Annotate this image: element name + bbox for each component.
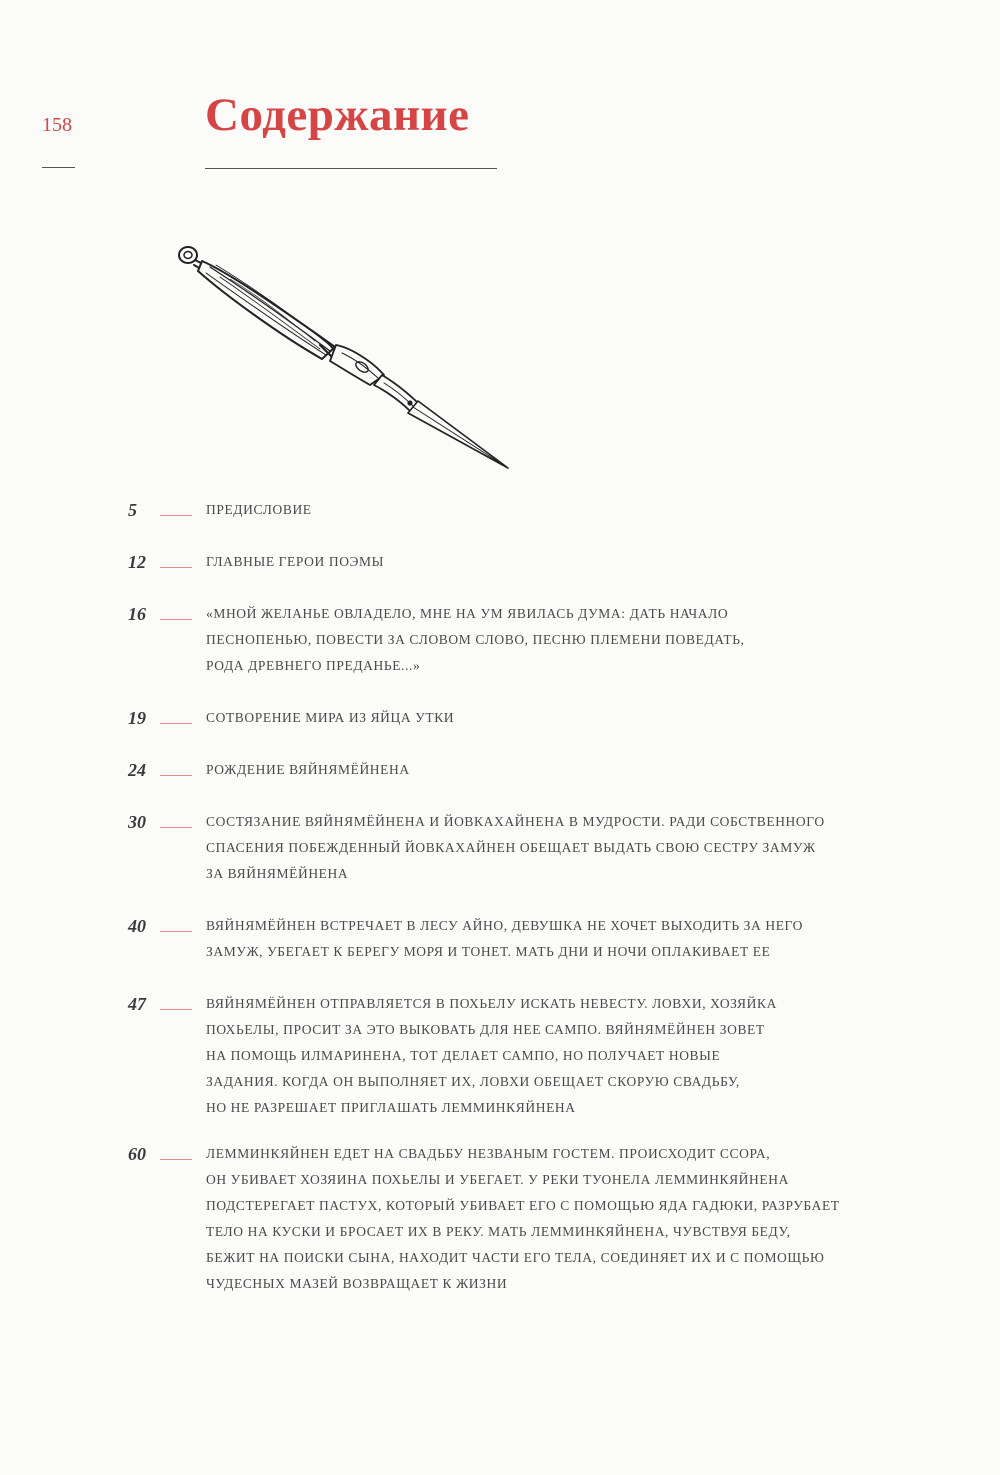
toc-line: ЗАДАНИЯ. КОГДА ОН ВЫПОЛНЯЕТ ИХ, ЛОВХИ ОБЕЩАЕТ СКОРУЮ СВАДЬБУ,	[206, 1074, 740, 1089]
toc-line: БЕЖИТ НА ПОИСКИ СЫНА, НАХОДИТ ЧАСТИ ЕГО ТЕЛА, СОЕДИНЯЕТ ИХ И С ПОМОЩЬЮ	[206, 1250, 825, 1265]
toc-page-number: 30	[128, 812, 146, 832]
toc-title	[206, 705, 846, 731]
toc-line: ВЯЙНЯМЁЙНЕН ОТПРАВЛЯЕТСЯ В ПОХЬЕЛУ ИСКАТЬ НЕВЕСТУ. ЛОВХИ, ХОЗЯЙКА	[206, 996, 777, 1011]
dip-pen-icon	[170, 235, 520, 475]
toc-page-number: 47	[128, 994, 146, 1014]
page-number-rule	[42, 167, 75, 168]
toc-line: НО НЕ РАЗРЕШАЕТ ПРИГЛАШАТЬ ЛЕММИНКЯЙНЕНА	[206, 1100, 576, 1115]
toc-page-number: 60	[128, 1144, 146, 1164]
toc-title	[206, 809, 846, 887]
toc-title	[206, 549, 846, 575]
toc-line: СПАСЕНИЯ ПОБЕЖДЕННЫЙ ЙОВКАХАЙНЕН ОБЕЩАЕТ ВЫДАТЬ СВОЮ СЕСТРУ ЗАМУЖ	[206, 840, 816, 855]
toc-line: ГЛАВНЫЕ ГЕРОИ ПОЭМЫ	[206, 554, 385, 569]
toc-line: ВЯЙНЯМЁЙНЕН ВСТРЕЧАЕТ В ЛЕСУ АЙНО, ДЕВУШКА НЕ ХОЧЕТ ВЫХОДИТЬ ЗА НЕГО	[206, 918, 803, 933]
toc-dash	[160, 619, 192, 620]
toc-line: ЗА ВЯЙНЯМЁЙНЕНА	[206, 866, 349, 881]
toc-line: ТЕЛО НА КУСКИ И БРОСАЕТ ИХ В РЕКУ. МАТЬ ЛЕММИНКЯЙНЕНА, ЧУВСТВУЯ БЕДУ,	[206, 1224, 791, 1239]
toc-title	[206, 757, 846, 783]
toc-dash	[160, 723, 192, 724]
toc-line: СОТВОРЕНИЕ МИРА ИЗ ЯЙЦА УТКИ	[206, 710, 455, 725]
toc-line: ПРЕДИСЛОВИЕ	[206, 502, 312, 517]
toc-line: ПОХЬЕЛЫ, ПРОСИТ ЗА ЭТО ВЫКОВАТЬ ДЛЯ НЕЕ САМПО. ВЯЙНЯМЁЙНЕН ЗОВЕТ	[206, 1022, 765, 1037]
title-rule	[205, 168, 497, 169]
toc-line: ПОДСТЕРЕГАЕТ ПАСТУХ, КОТОРЫЙ УБИВАЕТ ЕГО С ПОМОЩЬЮ ЯДА ГАДЮКИ, РАЗРУБАЕТ	[206, 1198, 840, 1213]
toc-dash	[160, 567, 192, 568]
toc-line: ОН УБИВАЕТ ХОЗЯИНА ПОХЬЕЛЫ И УБЕГАЕТ. У РЕКИ ТУОНЕЛА ЛЕММИНКЯЙНЕНА	[206, 1172, 789, 1187]
toc-line: ПЕСНОПЕНЬЮ, ПОВЕСТИ ЗА СЛОВОМ СЛОВО, ПЕСНЮ ПЛЕМЕНИ ПОВЕДАТЬ,	[206, 632, 745, 647]
toc-dash	[160, 931, 192, 932]
page-number: 158	[42, 114, 72, 136]
toc-title	[206, 991, 846, 1121]
toc-page-number: 5	[128, 500, 137, 520]
toc-page-number: 19	[128, 708, 146, 728]
toc-page-number: 24	[128, 760, 146, 780]
toc-title	[206, 1141, 846, 1297]
toc-dash	[160, 1159, 192, 1160]
toc-title	[206, 913, 846, 965]
toc-line: ЧУДЕСНЫХ МАЗЕЙ ВОЗВРАЩАЕТ К ЖИЗНИ	[206, 1276, 508, 1291]
toc-line: РОДА ДРЕВНЕГО ПРЕДАНЬЕ...»	[206, 658, 421, 673]
toc-line: ЗАМУЖ, УБЕГАЕТ К БЕРЕГУ МОРЯ И ТОНЕТ. МАТЬ ДНИ И НОЧИ ОПЛАКИВАЕТ ЕЕ	[206, 944, 771, 959]
toc-dash	[160, 1009, 192, 1010]
toc-dash	[160, 827, 192, 828]
toc-line: НА ПОМОЩЬ ИЛМАРИНЕНА, ТОТ ДЕЛАЕТ САМПО, НО ПОЛУЧАЕТ НОВЫЕ	[206, 1048, 721, 1063]
toc-line: РОЖДЕНИЕ ВЯЙНЯМЁЙНЕНА	[206, 762, 410, 777]
toc-title	[206, 601, 846, 679]
toc-line: «МНОЙ ЖЕЛАНЬЕ ОВЛАДЕЛО, МНЕ НА УМ ЯВИЛАСЬ ДУМА: ДАТЬ НАЧАЛО	[206, 606, 729, 621]
toc-line: СОСТЯЗАНИЕ ВЯЙНЯМЁЙНЕНА И ЙОВКАХАЙНЕНА В МУДРОСТИ. РАДИ СОБСТВЕННОГО	[206, 814, 825, 829]
toc-page-number: 40	[128, 916, 146, 936]
toc-title	[206, 497, 846, 523]
toc-dash	[160, 775, 192, 776]
toc-page-number: 16	[128, 604, 146, 624]
page-title: Содержание	[205, 89, 470, 141]
toc-dash	[160, 515, 192, 516]
toc-line: ЛЕММИНКЯЙНЕН ЕДЕТ НА СВАДЬБУ НЕЗВАНЫМ ГОСТЕМ. ПРОИСХОДИТ ССОРА,	[206, 1146, 771, 1161]
toc-page-number: 12	[128, 552, 146, 572]
